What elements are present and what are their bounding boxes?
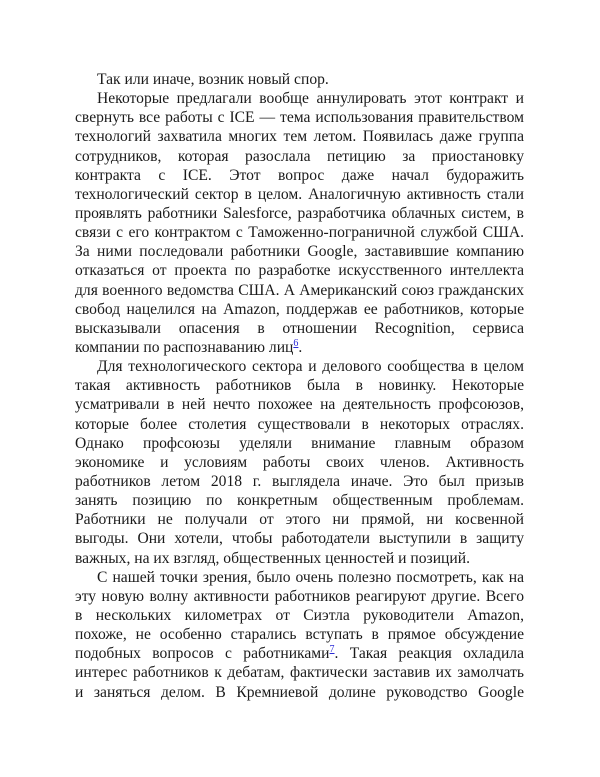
document-page: [75, 70, 524, 702]
text-line: проявлять работники Salesforce, разработчика облачных систем, в: [75, 204, 524, 222]
text-line: связи с его контрактом с Таможенно-пограничной службой США.: [75, 224, 524, 242]
text-line: экономике и условиям работы своих членов. Активность: [75, 453, 524, 471]
text-line: За ними последовали работники Google, заставившие компанию: [75, 243, 524, 261]
text-line: в нескольких километрах от Сиэтла руководители Amazon,: [75, 606, 524, 624]
text-line: С нашей точки зрения, было очень полезно посмотреть, как на: [97, 568, 524, 586]
paragraph: [75, 357, 524, 568]
text-segment: . Такая реакция охладила: [334, 645, 524, 663]
text-line: [75, 644, 524, 663]
text-line: контракта с ICE. Этот вопрос даже начал будоражить: [75, 166, 524, 184]
text-line: интерес работников к дебатам, фактически заставив их замолчать: [75, 664, 524, 682]
text-line: свобод нацелился на Amazon, поддержав ее работников, которые: [75, 300, 524, 318]
paragraph: [75, 70, 524, 89]
text-line: сотрудников, которая разослала петицию за приостановку: [75, 147, 524, 165]
text-segment: подобных вопросов с работниками: [75, 645, 330, 663]
text-line: для военного ведомства США. А Американский союз гражданских: [75, 281, 524, 299]
text-line: отказаться от проекта по разработке искусственного интеллекта: [75, 262, 524, 280]
footnote-link[interactable]: 6: [293, 337, 299, 349]
text-line: которые более столетия существовали в некоторых отраслях.: [75, 415, 524, 433]
text-line: похоже, не особенно старались вступать в прямое обсуждение: [75, 626, 524, 644]
text-line: Работники не получали от этого ни прямой, ни косвенной: [75, 511, 524, 529]
text-line: усматривали в ней нечто похожее на деятельность профсоюзов,: [75, 396, 524, 414]
paragraph: [75, 89, 524, 357]
text-line: свернуть все работы с ICE — тема использования правительством: [75, 109, 524, 127]
text-line: [75, 338, 524, 357]
text-line: Некоторые предлагали вообще аннулировать этот контракт и: [97, 90, 524, 108]
paragraph: [75, 568, 524, 702]
text-line: технологический сектор в целом. Аналогичную активность стали: [75, 185, 524, 203]
footnote-link[interactable]: 7: [329, 644, 335, 656]
text-line: технологий захватила многих тем летом. Появилась даже группа: [75, 128, 524, 146]
text-line: такая активность работников была в новинку. Некоторые: [75, 377, 524, 395]
text-line: занять позицию по конкретным общественным проблемам.: [75, 492, 524, 510]
text-line: высказывали опасения в отношении Recognition, сервиса: [75, 319, 524, 337]
text-line: Однако профсоюзы уделяли внимание главным образом: [75, 434, 524, 452]
text-line: важных, на их взгляд, общественных ценностей и позиций.: [75, 549, 470, 567]
text-line: выгоды. Они хотели, чтобы работодатели выступили в защиту: [75, 530, 524, 548]
text-line: Так или иначе, возник новый спор.: [97, 71, 329, 88]
text-line: работников летом 2018 г. выглядела иначе. Это был призыв: [75, 472, 524, 490]
text-segment: .: [298, 338, 303, 356]
text-segment: компании по распознаванию лиц: [75, 338, 294, 356]
text-line: Для технологического сектора и делового сообщества в целом: [97, 358, 524, 376]
text-line: эту новую волну активности работников реагируют другие. Всего: [75, 587, 524, 605]
text-line: и заняться делом. В Кремниевой долине руководство Google: [75, 683, 524, 701]
